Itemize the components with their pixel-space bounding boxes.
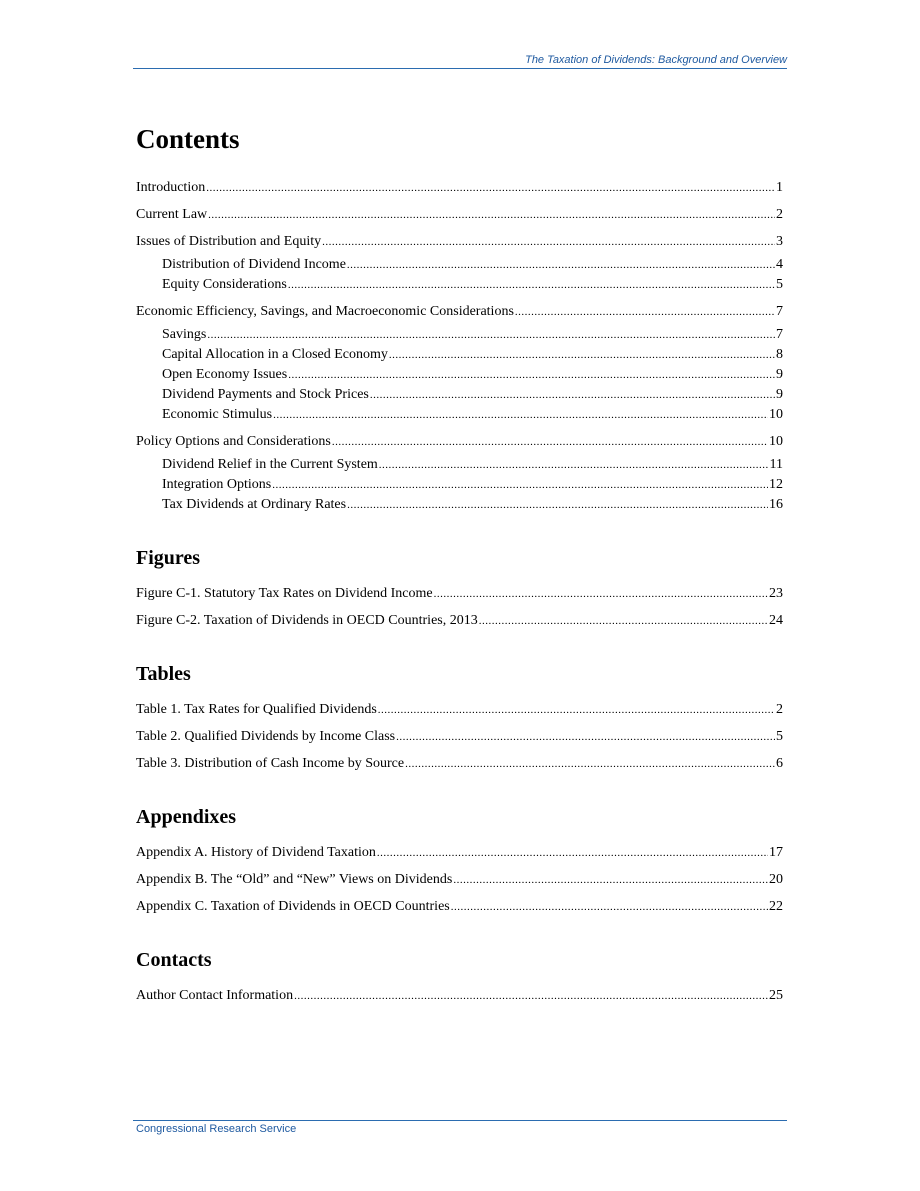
toc-entry-page: 7 [776,327,783,343]
footer-org: Congressional Research Service [136,1123,297,1135]
toc-entry-label: Distribution of Dividend Income [162,257,346,273]
toc-entry-label: Issues of Distribution and Equity [136,234,322,250]
toc-entry-page: 9 [776,367,783,383]
toc-entry-table-2[interactable] [136,728,783,746]
toc-entry-page: 4 [776,257,783,273]
appendixes-section [136,804,783,916]
toc-entry-figure-c1[interactable] [136,585,783,603]
toc-entry-page: 20 [769,872,783,888]
dot-leader [272,477,768,494]
dot-leader [207,327,775,344]
toc-subentry-open-economy[interactable] [136,366,783,384]
dot-leader [396,729,775,746]
figures-heading: Figures [136,547,201,570]
toc-entry-label: Appendix C. Taxation of Dividends in OECD Countries [136,899,450,915]
toc-entry-page: 2 [776,702,783,718]
dot-leader [370,387,775,404]
tables-heading: Tables [136,663,191,686]
toc-subentry-integration-options[interactable] [136,476,783,494]
toc-entry-label: Savings [162,327,207,343]
dot-leader [451,899,768,916]
toc-entry-label: Current Law [136,207,208,223]
dot-leader [322,234,775,251]
dot-leader [347,257,775,274]
toc-entry-label: Dividend Payments and Stock Prices [162,387,369,403]
toc-entry-appendix-a[interactable] [136,844,783,862]
toc-entry-page: 10 [769,407,783,423]
toc-entry-page: 3 [776,234,783,250]
toc-entry-table-3[interactable] [136,755,783,773]
dot-leader [288,277,775,294]
toc-entry-page: 2 [776,207,783,223]
toc-subentry-capital-allocation[interactable] [136,346,783,364]
toc-entry-page: 11 [769,457,783,473]
toc-entry-label: Table 2. Qualified Dividends by Income Class [136,729,396,745]
toc-entry-appendix-c[interactable] [136,898,783,916]
toc-entry-page: 12 [769,477,783,493]
dot-leader [453,872,768,889]
running-header: The Taxation of Dividends: Background and Overview [525,54,787,66]
dot-leader [206,180,775,197]
footer-rule [133,1120,787,1121]
dot-leader [515,304,775,321]
toc-entry-label: Introduction [136,180,206,196]
toc-entry-label: Dividend Relief in the Current System [162,457,378,473]
toc-entry-page: 16 [769,497,783,513]
toc-entry-current-law[interactable] [136,206,783,224]
figures-section [136,545,783,630]
toc-entry-label: Tax Dividends at Ordinary Rates [162,497,347,513]
toc-entry-figure-c2[interactable] [136,612,783,630]
dot-leader [273,407,768,424]
toc-entry-page: 5 [776,277,783,293]
toc-subentry-dividend-payments-stock-prices[interactable] [136,386,783,404]
dot-leader [379,457,769,474]
toc-entry-economic-efficiency[interactable] [136,303,783,321]
toc-entry-label: Author Contact Information [136,988,294,1004]
toc-entry-label: Figure C-1. Statutory Tax Rates on Dividend Income [136,586,433,602]
toc-entry-author-contact[interactable] [136,987,783,1005]
toc-entry-label: Economic Efficiency, Savings, and Macroeconomic Considerations [136,304,514,320]
toc-entry-page: 8 [776,347,783,363]
toc-entry-table-1[interactable] [136,701,783,719]
toc-entry-label: Policy Options and Considerations [136,434,331,450]
toc-entry-label: Open Economy Issues [162,367,288,383]
contacts-heading: Contacts [136,949,212,972]
toc-entry-distribution-equity[interactable] [136,233,783,251]
dot-leader [479,613,768,630]
toc-entry-label: Appendix A. History of Dividend Taxation [136,845,376,861]
appendixes-heading: Appendixes [136,806,237,829]
toc-entry-page: 5 [776,729,783,745]
dot-leader [434,586,768,603]
toc-subentry-savings[interactable] [136,326,783,344]
toc-entry-label: Capital Allocation in a Closed Economy [162,347,388,363]
toc-entry-label: Appendix B. The “Old” and “New” Views on Dividends [136,872,453,888]
toc-entry-introduction[interactable] [136,179,783,197]
contacts-section [136,947,783,1005]
tables-section [136,661,783,773]
toc-entry-page: 7 [776,304,783,320]
toc-entry-page: 9 [776,387,783,403]
dot-leader [288,367,775,384]
toc-entry-label: Table 1. Tax Rates for Qualified Dividends [136,702,377,718]
dot-leader [208,207,775,224]
toc-entry-page: 24 [769,613,783,629]
contents-heading: Contents [136,124,240,154]
toc-subentry-equity-considerations[interactable] [136,276,783,294]
toc-subentry-dividend-relief[interactable] [136,456,783,474]
toc-entry-page: 25 [769,988,783,1004]
header-rule [133,68,787,69]
contents-section [136,122,783,514]
toc-entry-page: 22 [769,899,783,915]
dot-leader [377,845,768,862]
toc-entry-policy-options[interactable] [136,433,783,451]
dot-leader [389,347,775,364]
dot-leader [405,756,775,773]
dot-leader [332,434,768,451]
toc-entry-page: 17 [769,845,783,861]
toc-subentry-economic-stimulus[interactable] [136,406,783,424]
toc-entry-label: Figure C-2. Taxation of Dividends in OECD Countries, 2013 [136,613,478,629]
dot-leader [347,497,768,514]
toc-entry-page: 6 [776,756,783,772]
toc-subentry-distribution-dividend-income[interactable] [136,256,783,274]
dot-leader [378,702,775,719]
toc-entry-page: 10 [769,434,783,450]
toc-entry-page: 23 [769,586,783,602]
toc-entry-page: 1 [776,180,783,196]
toc-entry-appendix-b[interactable] [136,871,783,889]
dot-leader [294,988,768,1005]
toc-page-body [136,122,783,1005]
toc-entry-label: Equity Considerations [162,277,287,293]
toc-entry-label: Economic Stimulus [162,407,273,423]
toc-entry-label: Table 3. Distribution of Cash Income by Source [136,756,405,772]
toc-entry-label: Integration Options [162,477,272,493]
toc-subentry-ordinary-rates[interactable] [136,496,783,514]
